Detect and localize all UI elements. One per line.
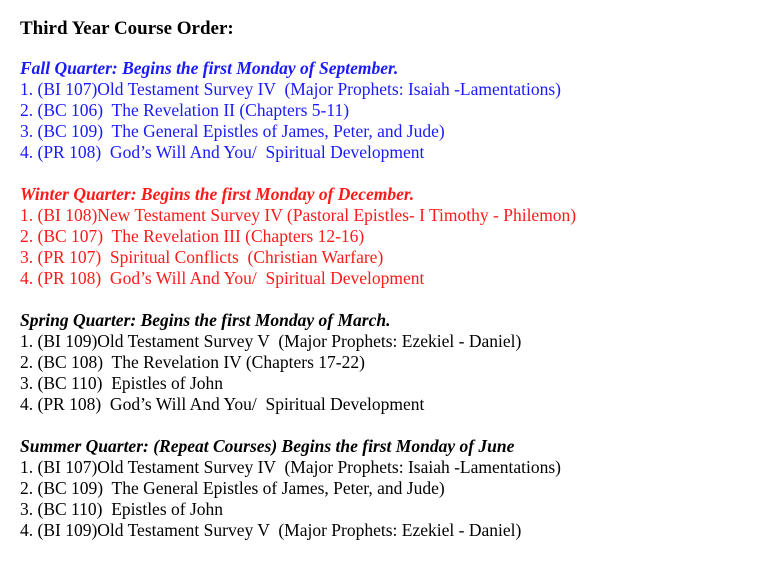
summer-quarter-heading: Summer Quarter: (Repeat Courses) Begins the first Monday of June: [20, 436, 515, 456]
list-item: 1. (BI 107)Old Testament Survey IV (Major Prophets: Isaiah -Lamentations): [20, 457, 562, 477]
winter-quarter-section: [20, 184, 761, 289]
list-item: 2. (BC 107) The Revelation III (Chapters 12-16): [20, 226, 365, 246]
fall-course-list: [20, 79, 761, 163]
list-item: 2. (BC 108) The Revelation IV (Chapters 17-22): [20, 352, 365, 372]
summer-course-list: [20, 457, 761, 541]
summer-quarter-section: [20, 436, 761, 541]
list-item: 3. (BC 109) The General Epistles of James, Peter, and Jude): [20, 121, 445, 141]
winter-course-list: [20, 205, 761, 289]
list-item: 4. (PR 108) God’s Will And You/ Spiritual Development: [20, 394, 425, 414]
list-item: 4. (PR 108) God’s Will And You/ Spiritual Development: [20, 268, 425, 288]
spring-course-list: [20, 331, 761, 415]
spring-quarter-section: [20, 310, 761, 415]
list-item: 1. (BI 107)Old Testament Survey IV (Major Prophets: Isaiah -Lamentations): [20, 79, 562, 99]
list-item: 4. (BI 109)Old Testament Survey V (Major Prophets: Ezekiel - Daniel): [20, 520, 522, 540]
list-item: 2. (BC 109) The General Epistles of James, Peter, and Jude): [20, 478, 445, 498]
list-item: 3. (PR 107) Spiritual Conflicts (Christian Warfare): [20, 247, 384, 267]
fall-quarter-heading: Fall Quarter: Begins the first Monday of September.: [20, 58, 399, 78]
document-title: Third Year Course Order:: [20, 18, 234, 39]
list-item: 3. (BC 110) Epistles of John: [20, 373, 224, 393]
spring-quarter-heading: Spring Quarter: Begins the first Monday of March.: [20, 310, 391, 330]
fall-quarter-section: [20, 58, 761, 163]
winter-quarter-heading: Winter Quarter: Begins the first Monday of December.: [20, 184, 415, 204]
list-item: 1. (BI 109)Old Testament Survey V (Major Prophets: Ezekiel - Daniel): [20, 331, 522, 351]
list-item: 3. (BC 110) Epistles of John: [20, 499, 224, 519]
list-item: 2. (BC 106) The Revelation II (Chapters 5-11): [20, 100, 350, 120]
list-item: 1. (BI 108)New Testament Survey IV (Pastoral Epistles- I Timothy - Philemon): [20, 205, 577, 225]
list-item: 4. (PR 108) God’s Will And You/ Spiritual Development: [20, 142, 425, 162]
